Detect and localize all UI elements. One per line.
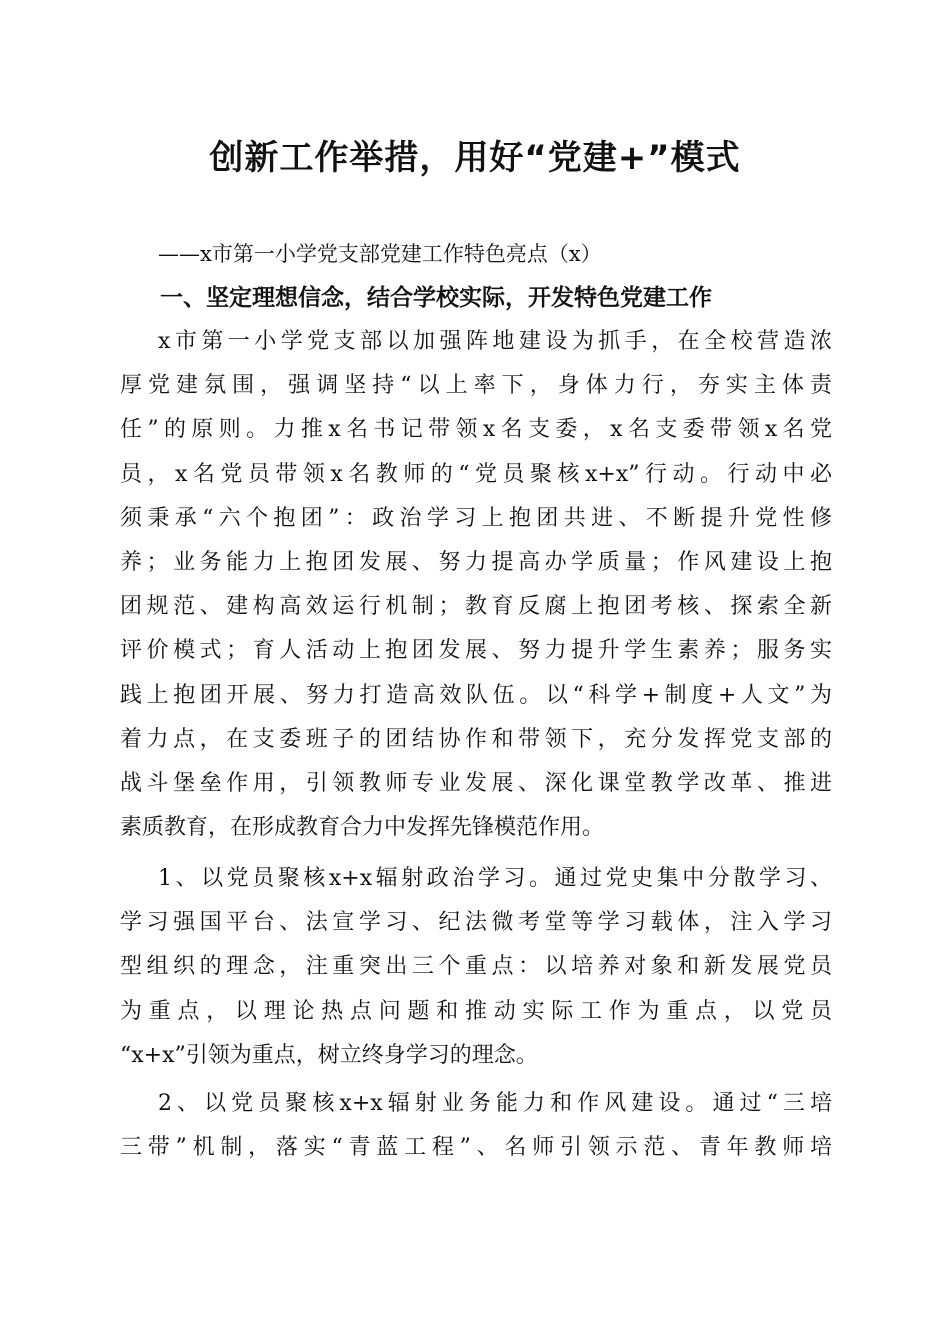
paragraph-2 [120,857,832,1078]
text-line: “x+x”引领为重点，树立终身学习的理念。 [120,1042,538,1068]
text-line: 须秉承“六个抱团”：政治学习上抱团共进、不断提升党性修 [120,505,832,531]
text-line: 战斗堡垒作用，引领教师专业发展、深化课堂教学改革、推进 [120,770,832,796]
section-heading: 一、坚定理想信念，结合学校实际，开发特色党建工作 [160,285,712,311]
document-subtitle: ——x市第一小学党支部党建工作特色亮点（x） [158,242,602,266]
text-line: 为重点，以理论热点问题和推动实际工作为重点，以党员 [120,998,832,1024]
text-line: x市第一小学党支部以加强阵地建设为抓手，在全校营造浓 [158,329,832,354]
text-line: 三带”机制，落实“青蓝工程”、名师引领示范、青年教师培 [120,1135,832,1161]
paragraph-1 [120,320,832,850]
text-line: 养；业务能力上抱团发展、努力提高办学质量；作风建设上抱 [120,549,832,575]
text-line: 厚党建氛围，强调坚持“以上率下，身体力行，夯实主体责 [120,373,832,399]
text-line: 素质教育，在形成教育合力中发挥先锋模范作用。 [120,815,605,841]
text-line: 着力点，在支委班子的团结协作和带领下，充分发挥党支部的 [120,726,832,752]
paragraph-3 [120,1082,832,1170]
text-line: 1、以党员聚核x+x辐射政治学习。通过党史集中分散学习、 [158,866,832,891]
document-title: 创新工作举措，用好“党建+”模式 [209,138,741,178]
text-line: 践上抱团开展、努力打造高效队伍。以“科学+制度+人文”为 [120,682,832,708]
text-line: 2、以党员聚核x+x辐射业务能力和作风建设。通过“三培 [158,1091,832,1116]
text-line: 团规范、建构高效运行机制；教育反腐上抱团考核、探索全新 [120,594,832,620]
text-line: 任”的原则。力推x名书记带领x名支委，x名支委带领x名党 [120,417,832,443]
text-line: 学习强国平台、法宣学习、纪法微考堂等学习载体，注入学习 [120,910,832,936]
text-line: 型组织的理念，注重突出三个重点：以培养对象和新发展党员 [120,954,832,980]
text-line: 评价模式；育人活动上抱团发展、努力提升学生素养；服务实 [120,638,832,664]
text-line: 员，x名党员带领x名教师的“党员聚核x+x”行动。行动中必 [120,461,832,487]
